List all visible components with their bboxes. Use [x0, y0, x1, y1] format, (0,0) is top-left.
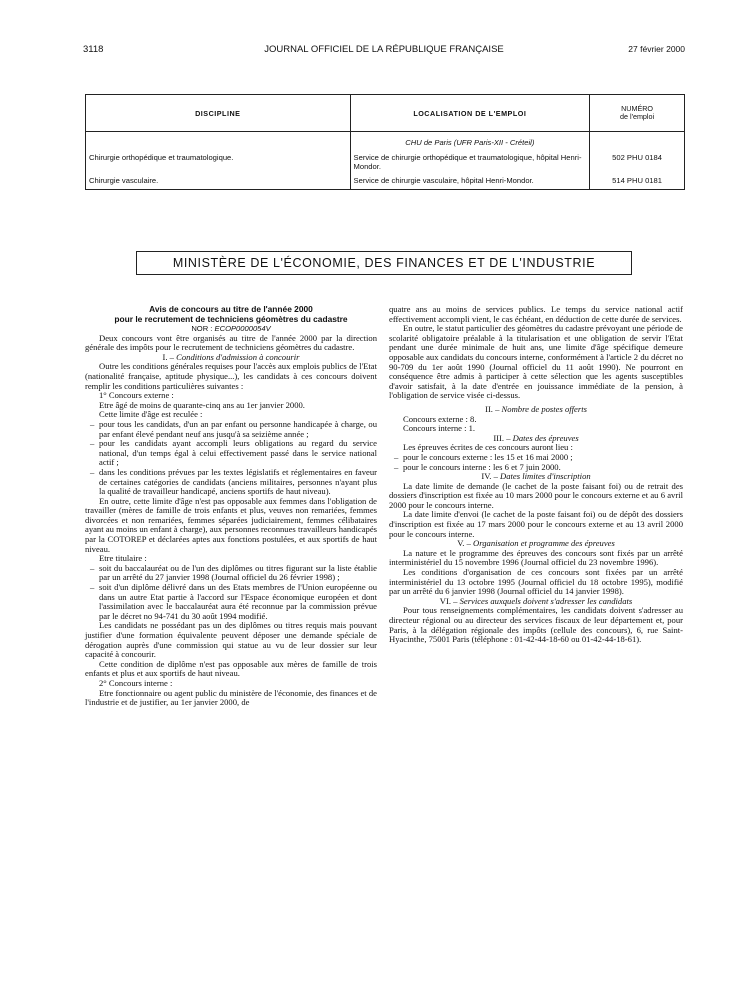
- list-item: – pour les candidats ayant accompli leurs obligations au regard du service national, d'un temps égal à celui effectivement passé dans le service national actif ;: [85, 439, 377, 468]
- location-cell: Service de chirurgie orthopédique et traumatologique, hôpital Henri-Mondor.: [350, 152, 590, 172]
- exam-dates-list: [389, 453, 683, 472]
- intro-paragraph: Deux concours vont être organisés au titre de l'année 2000 par la direction générale des impôts pour le recrutement de techniciens géomètres du cadastre.: [85, 332, 377, 353]
- paragraph: La date limite d'envoi (le cachet de la poste faisant foi) ou de dépôt des dossiers d'inscription est fixée au 17 mars 2000 pour le concours externe et au 13 avril 2000 pour le concours interne.: [389, 509, 683, 539]
- paragraph: Cette condition de diplôme n'est pas opposable aux mères de famille de trois enfants et plus et aux sportifs de haut niveau.: [85, 658, 377, 679]
- number-cell: 502 PHU 0184: [590, 152, 685, 172]
- number-header-line1: NUMÉRO: [621, 104, 654, 113]
- left-column: [85, 305, 377, 708]
- site-label: CHU de Paris (UFR Paris-XII - Créteil): [350, 132, 590, 153]
- paragraph: Etre fonctionnaire ou agent public du ministère de l'économie, des finances et de l'industrie et de justifier, au 1er janvier 2000, de: [85, 687, 377, 708]
- paragraph: Cette limite d'âge est reculée :: [99, 409, 203, 420]
- section-heading: V. – Organisation et programme des épreuves: [457, 538, 615, 549]
- paragraph: Concours interne : 1.: [403, 423, 476, 434]
- paragraph: Etre titulaire :: [99, 553, 147, 564]
- location-header: LOCALISATION DE L'EMPLOI: [350, 95, 590, 132]
- age-extension-list: [85, 420, 377, 497]
- paragraph: La date limite de demande (le cachet de la poste faisant foi) ou de retrait des dossiers d'inscription est fixée au 10 mars 2000 pour le concours externe et au 6 avril 2000 pour le concours interne.: [389, 480, 683, 510]
- paragraph: En outre, le statut particulier des géomètres du cadastre prévoyant une période de scolarité obligatoire préalable à la titularisation et une obligation de servir l'Etat pendant une durée minimale de huit ans, une limite d'âge spécifique demeure opposable aux candidats du concours interne, conformément à l'article 2 du décret no 90-709 du 1er août 1990 (Journal officiel du 11 août 1990). Ne pourront en conséquence être admis à participer à cette sélection que les agents susceptibles d'avoir satisfait, à la date d'entrée en jouissance immédiate de la pension, à l'obligation de service visée ci-dessus.: [389, 323, 683, 401]
- discipline-cell: Chirurgie orthopédique et traumatologique.: [86, 152, 351, 172]
- discipline-header: DISCIPLINE: [86, 95, 351, 132]
- paragraph: Les épreuves écrites de ces concours auront lieu :: [403, 442, 573, 453]
- paragraph: Les conditions d'organisation de ces concours sont fixées par un arrêté interministériel du 13 octobre 1995 (Journal officiel du 18 octobre 1995), modifié par un arrêté du 6 janvier 1998 (Journal officiel du 14 janvier 1998).: [389, 567, 683, 597]
- list-item: – pour le concours interne : les 6 et 7 juin 2000.: [389, 463, 683, 473]
- section-heading: III. – Dates des épreuves: [493, 432, 579, 443]
- section-heading: IV. – Dates limites d'inscription: [481, 471, 591, 482]
- journal-title: JOURNAL OFFICIEL DE LA RÉPUBLIQUE FRANÇAISE: [264, 44, 504, 55]
- paragraph: quatre ans au moins de services publics. Le temps du service national actif effectivement accompli vient, le cas échéant, en déduction de cette durée de services.: [389, 304, 683, 324]
- list-item: – pour le concours externe : les 15 et 16 mai 2000 ;: [389, 453, 683, 463]
- paragraph: Pour tous renseignements complémentaires, les candidats doivent s'adresser au directeur régional ou au directeur des services fiscaux de leur département et, pour Paris, à la délégation régionale des impôts (cellule des concours), 6, rue Saint-Hyacinthe, 75001 Paris (téléphone : 01-42-44-18-60 ou 01-42-44-18-61).: [389, 605, 683, 645]
- paragraph: La nature et le programme des épreuves des concours sont fixés par un arrêté interministériel du 15 novembre 1996 (Journal officiel du 23 novembre 1996).: [389, 547, 683, 568]
- list-item: – soit d'un diplôme délivré dans un des Etats membres de l'Union européenne ou dans un autre Etat partie à l'accord sur l'Espace économique européen et dont l'assimilation avec le baccalauréat aura été reconnue par la commission prévue par le décret no 94-741 du 30 août 1994 modifié.: [85, 583, 377, 621]
- table-row: [86, 172, 685, 190]
- section-heading: II. – Nombre de postes offerts: [485, 403, 587, 414]
- notice-title-2: pour le recrutement de techniciens géomètres du cadastre: [114, 313, 348, 324]
- diploma-list: [85, 564, 377, 622]
- number-header: [590, 95, 685, 132]
- issue-date: 27 février 2000: [628, 44, 685, 54]
- paragraph: Outre les conditions générales requises pour l'accès aux emplois publics de l'Etat (nationalité française, aptitude physique...), les candidats à ces concours doivent remplir les conditions particulières suivantes :: [85, 361, 377, 391]
- number-cell: 514 PHU 0181: [590, 172, 685, 190]
- paragraph: En outre, cette limite d'âge n'est pas opposable aux femmes dans l'obligation de travailler (mères de famille de trois enfants et plus, veuves non remariées, femmes divorcées et non remariées, femmes séparées judiciairement, femmes célibataires ayant au moins un enfant à charge), aux personnes reconnues travailleurs handicapés par la COTOREP et déclarées aptes aux fonctions postulées, et aux sportifs de haut niveau.: [85, 495, 377, 554]
- notice-title-1: Avis de concours au titre de l'année 2000: [149, 304, 313, 314]
- section-heading: VI. – Services auxquels doivent s'adresser les candidats: [439, 595, 633, 606]
- list-item: – soit du baccalauréat ou de l'un des diplômes ou titres figurant sur la liste établie par un arrêté du 27 janvier 1998 (Journal officiel du 26 février 1998) ;: [85, 564, 377, 583]
- table-row: [86, 152, 685, 172]
- paragraph: 2° Concours interne :: [99, 677, 173, 688]
- paragraph: Concours externe : 8.: [403, 413, 477, 424]
- list-item: – pour tous les candidats, d'un an par enfant ou personne handicapée à charge, ou par enfant élevé pendant neuf ans jusqu'à sa seizième année ;: [85, 420, 377, 439]
- paragraph: 1° Concours externe :: [99, 390, 174, 401]
- list-item: – dans les conditions prévues par les textes législatifs et réglementaires en faveur de certaines catégories de candidats (anciens militaires, personnes n'ayant plus la qualité de travailleur handicapé, anciens sportifs de haut niveau).: [85, 468, 377, 497]
- page-number: 3118: [83, 44, 104, 55]
- section-heading: I. – Conditions d'admission à concourir: [162, 351, 300, 362]
- paragraph: Les candidats ne possédant pas un des diplômes ou titres requis mais pouvant justifier d'une formation équivalente peuvent déposer une demande spéciale de dérogation auprès d'une commission qui statue au vu de leur dossier sur leur capacité à concourir.: [85, 620, 377, 660]
- paragraph: Etre âgé de moins de quarante-cinq ans au 1er janvier 2000.: [99, 399, 305, 410]
- right-column: [389, 305, 683, 645]
- ministry-banner: MINISTÈRE DE L'ÉCONOMIE, DES FINANCES ET DE L'INDUSTRIE: [136, 251, 632, 275]
- number-header-line2: de l'emploi: [619, 112, 655, 121]
- location-cell: Service de chirurgie vasculaire, hôpital Henri-Mondor.: [350, 172, 590, 190]
- discipline-cell: Chirurgie vasculaire.: [86, 172, 351, 190]
- nor-reference: NOR : ECOP0000054V: [191, 324, 271, 333]
- posts-table: [85, 94, 685, 190]
